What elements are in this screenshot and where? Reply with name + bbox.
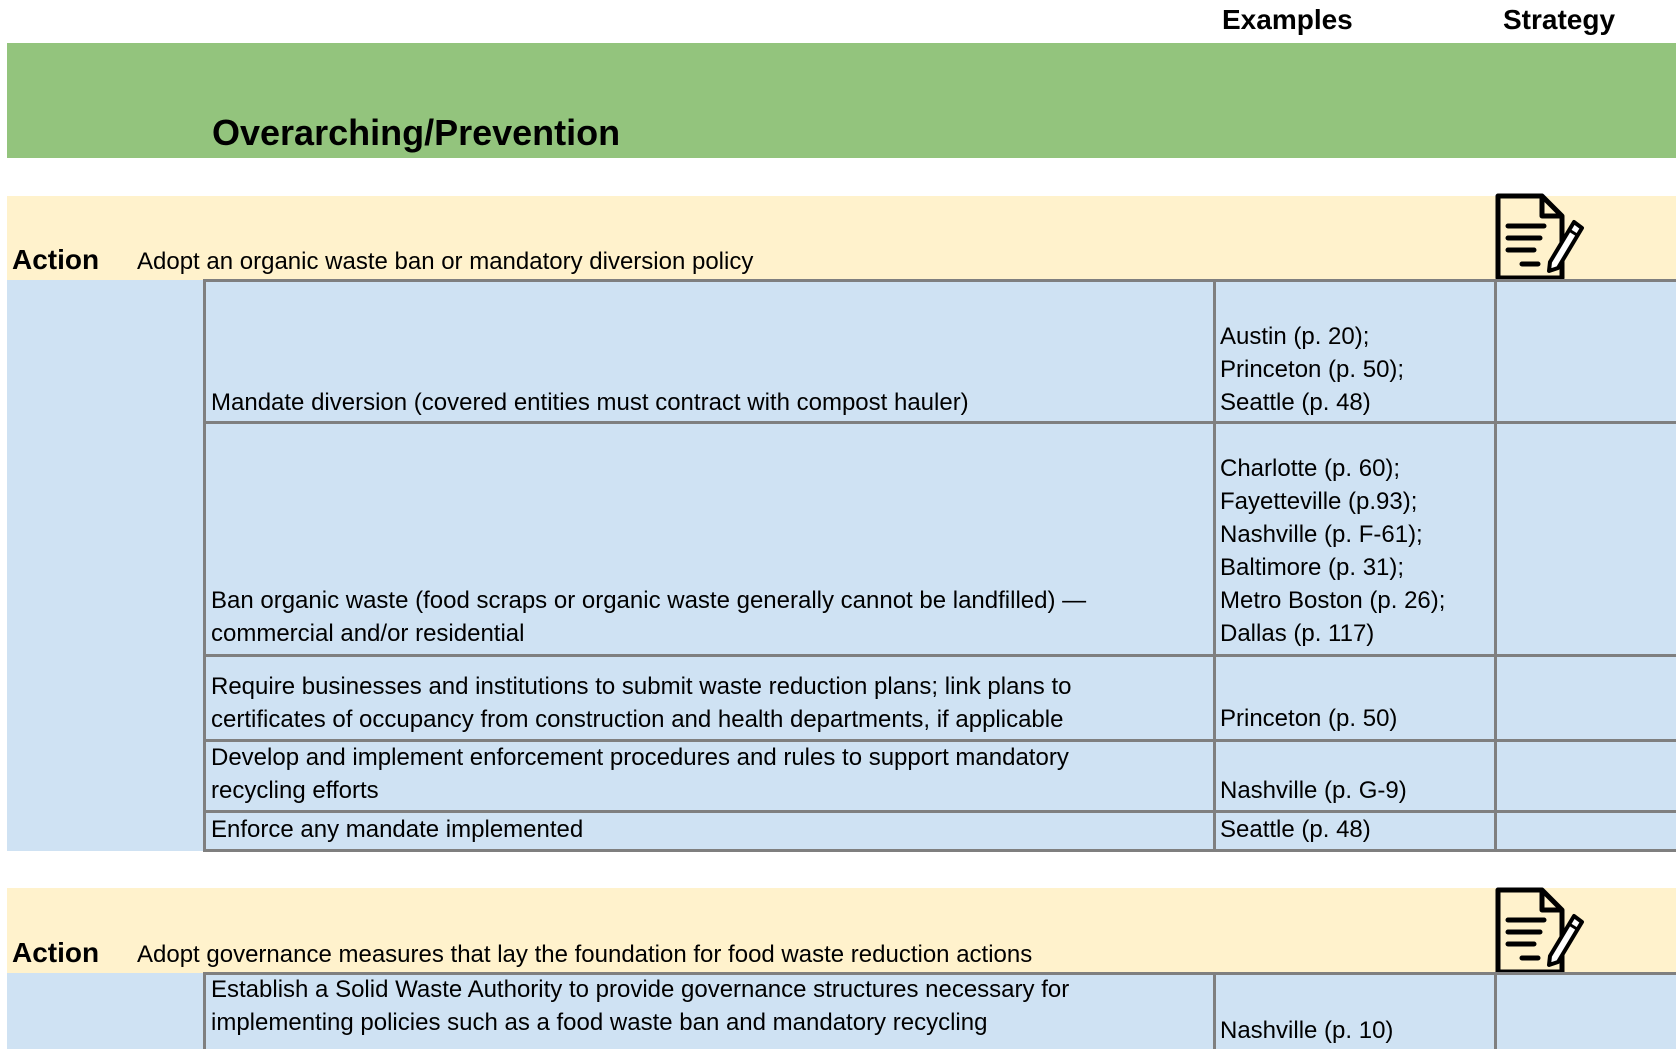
grid-line xyxy=(1213,972,1216,1049)
grid-line xyxy=(203,972,206,1049)
document-edit-icon[interactable] xyxy=(1494,192,1586,284)
grid-line xyxy=(1494,279,1497,852)
table-row-examples: Austin (p. 20); Princeton (p. 50); Seattle (p. 48) xyxy=(1220,323,1405,416)
action-text: Adopt an organic waste ban or mandatory diversion policy xyxy=(137,248,754,275)
table-row-description: Ban organic waste (food scraps or organic waste generally cannot be landfilled) — commercial and/or residential xyxy=(211,587,1087,647)
table-row-examples: Princeton (p. 50) xyxy=(1220,705,1398,732)
action-label: Action xyxy=(12,244,100,275)
grid-line xyxy=(1213,279,1216,852)
table-row-examples: Charlotte (p. 60); Fayetteville (p.93); Nashville (p. F-61); Baltimore (p. 31); Metro Boston (p. 26); Dallas (p. 117) xyxy=(1220,455,1446,647)
table-row-examples: Seattle (p. 48) xyxy=(1220,816,1371,843)
strategy-column-header: Strategy xyxy=(1503,4,1616,35)
grid-line xyxy=(203,279,206,852)
grid-line xyxy=(203,279,1676,282)
table-row-examples: Nashville (p. 10) xyxy=(1220,1017,1394,1044)
examples-column-header: Examples xyxy=(1222,4,1353,35)
grid-line xyxy=(203,849,1676,852)
action-label: Action xyxy=(12,937,100,968)
action-text: Adopt governance measures that lay the foundation for food waste reduction actions xyxy=(137,941,1033,968)
section-title: Overarching/Prevention xyxy=(212,112,621,153)
table-row-description: Require businesses and institutions to submit waste reduction plans; link plans to certificates of occupancy from construction and health departments, if applicable xyxy=(211,673,1072,733)
document-edit-icon[interactable] xyxy=(1494,886,1586,978)
table-row-description: Mandate diversion (covered entities must contract with compost hauler) xyxy=(211,389,969,416)
table-row-examples: Nashville (p. G-9) xyxy=(1220,777,1407,804)
grid-line xyxy=(1494,972,1497,1049)
grid-line xyxy=(203,654,1676,657)
table-row-description: Develop and implement enforcement procedures and rules to support mandatory recycling efforts xyxy=(211,744,1069,804)
table-row-description: Enforce any mandate implemented xyxy=(211,816,584,843)
table-row-description: Establish a Solid Waste Authority to provide governance structures necessary for implementing policies such as a food waste ban and mandatory recycling xyxy=(211,976,1070,1036)
grid-line xyxy=(203,421,1676,424)
